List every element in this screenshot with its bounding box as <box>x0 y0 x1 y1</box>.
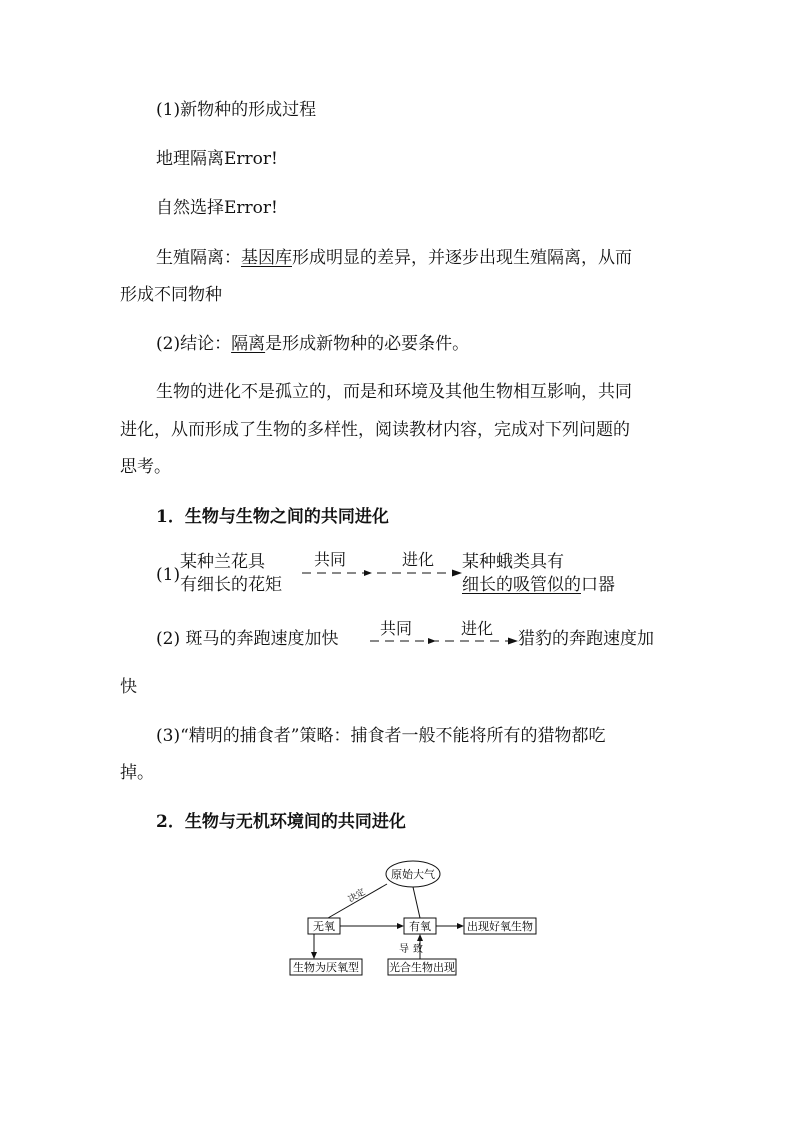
para-reproductive-isolation-line2: 形成不同物种 <box>120 285 222 305</box>
anoxic-label: 无氧 <box>313 920 335 933</box>
anaerobic-label: 生物为厌氧型 <box>293 961 359 974</box>
decide-label: 决定 <box>346 887 368 906</box>
para-coevolution-intro-1: 生物的进化不是孤立的，而是和环境及其他生物相互影响，共同 <box>156 382 632 402</box>
q2-left: (2) 斑马的奔跑速度加快 <box>156 629 339 649</box>
q1-left-line2: 有细长的花矩 <box>180 575 282 595</box>
coevolution-diagram <box>280 856 550 981</box>
q2-arrow <box>370 636 518 646</box>
q2-right: 猎豹的奔跑速度加 <box>518 629 654 649</box>
oxic-label: 有氧 <box>409 920 431 933</box>
q2-line2: 快 <box>120 677 137 697</box>
para-natural-selection: 自然选择Error! <box>156 198 278 218</box>
q1-number: (1) <box>156 565 181 585</box>
para-geographic-isolation: 地理隔离Error! <box>156 149 278 169</box>
q1-right-line2: 细长的吸管似的口器 <box>462 575 615 595</box>
q2-arrow-label-1: 共同 <box>380 619 413 638</box>
para-reproductive-isolation: 生殖隔离：基因库形成明显的差异，并逐步出现生殖隔离，从而 <box>156 248 632 268</box>
cause-label: 导致 <box>399 944 427 955</box>
q1-arrow-label-1: 共同 <box>314 550 347 569</box>
q1-arrow-label-2: 进化 <box>402 550 435 569</box>
q3-line2: 掉。 <box>120 763 154 783</box>
aerobic-label: 出现好氧生物 <box>467 920 533 933</box>
q2-arrow-label-2: 进化 <box>461 619 494 638</box>
heading-organism-coevolution: 1．生物与生物之间的共同进化 <box>156 507 389 527</box>
photosynth-label: 光合生物出现 <box>389 961 455 974</box>
para-speciation-title: (1)新物种的形成过程 <box>156 100 317 120</box>
para-coevolution-intro-3: 思考。 <box>120 457 171 477</box>
q1-arrow <box>302 568 462 578</box>
heading-environment-coevolution: 2．生物与无机环境间的共同进化 <box>156 812 406 832</box>
q1-right-line1: 某种蛾类具有 <box>462 552 564 572</box>
q1-left-line1: 某种兰花具 <box>180 552 265 572</box>
q3-text: (3)“精明的捕食者”策略：捕食者一般不能将所有的猎物都吃 <box>156 726 606 746</box>
atmosphere-label: 原始大气 <box>391 868 435 881</box>
para-coevolution-intro-2: 进化，从而形成了生物的多样性，阅读教材内容，完成对下列问题的 <box>120 420 630 440</box>
para-conclusion: (2)结论：隔离是形成新物种的必要条件。 <box>156 334 470 354</box>
